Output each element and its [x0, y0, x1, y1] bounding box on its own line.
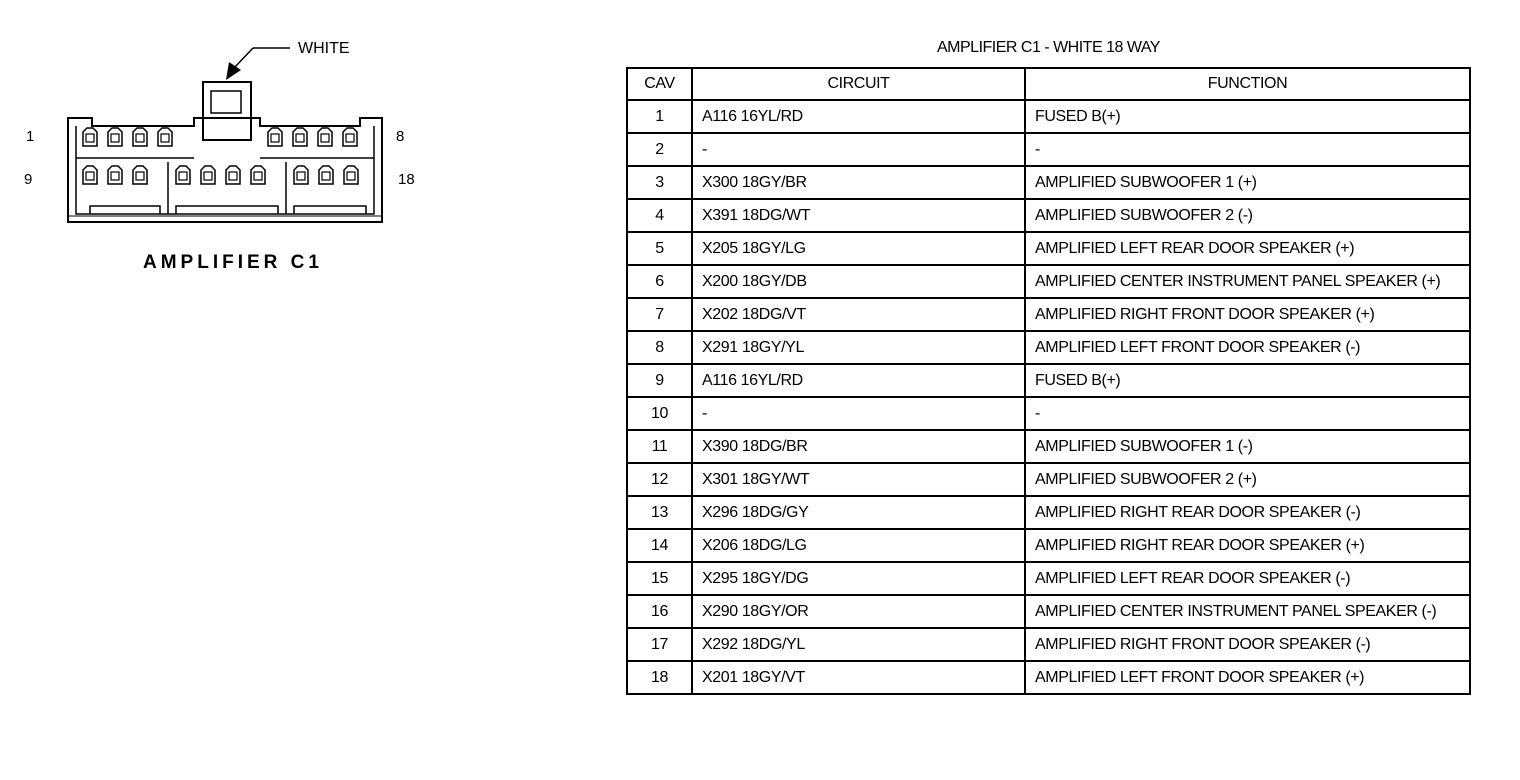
cavity: [133, 166, 147, 184]
pin-label-top-right: 8: [396, 128, 405, 145]
cavity: [251, 166, 265, 184]
cavity: [108, 166, 122, 184]
cavity: [294, 166, 308, 184]
cavity: [226, 166, 240, 184]
table-row: [627, 331, 1470, 364]
cavity: [343, 128, 357, 146]
table-row: [627, 100, 1470, 133]
function-cell: AMPLIFIED SUBWOOFER 2 (+): [1025, 463, 1470, 496]
cavity: [83, 166, 97, 184]
cavity-group: [83, 128, 358, 184]
cavity: [133, 128, 147, 146]
cav-cell: 16: [627, 595, 692, 628]
function-cell: AMPLIFIED LEFT REAR DOOR SPEAKER (+): [1025, 232, 1470, 265]
color-callout-label: WHITE: [298, 40, 350, 57]
function-cell: AMPLIFIED RIGHT REAR DOOR SPEAKER (+): [1025, 529, 1470, 562]
cavity: [83, 128, 97, 146]
table-title: AMPLIFIER C1 - WHITE 18 WAY: [937, 39, 1160, 56]
cavity: [268, 128, 282, 146]
cavity: [108, 128, 122, 146]
function-cell: -: [1025, 133, 1470, 166]
table-row: [627, 298, 1470, 331]
function-cell: AMPLIFIED LEFT REAR DOOR SPEAKER (-): [1025, 562, 1470, 595]
connector-diagram: [0, 0, 600, 300]
cav-cell: 15: [627, 562, 692, 595]
function-cell: AMPLIFIED RIGHT FRONT DOOR SPEAKER (+): [1025, 298, 1470, 331]
table-row: [627, 166, 1470, 199]
pin-label-top-left: 1: [26, 128, 35, 145]
cavity: [176, 166, 190, 184]
cav-cell: 14: [627, 529, 692, 562]
table-row: [627, 595, 1470, 628]
circuit-cell: X291 18GY/YL: [692, 331, 1025, 364]
table-row: [627, 463, 1470, 496]
cav-cell: 17: [627, 628, 692, 661]
circuit-cell: X201 18GY/VT: [692, 661, 1025, 694]
circuit-cell: X206 18DG/LG: [692, 529, 1025, 562]
cav-cell: 11: [627, 430, 692, 463]
pin-label-bottom-left: 9: [24, 171, 33, 188]
circuit-cell: X391 18DG/WT: [692, 199, 1025, 232]
table-row: [627, 265, 1470, 298]
function-cell: AMPLIFIED SUBWOOFER 2 (-): [1025, 199, 1470, 232]
circuit-cell: X200 18GY/DB: [692, 265, 1025, 298]
cavity: [201, 166, 215, 184]
table-row: [627, 496, 1470, 529]
circuit-cell: X296 18DG/GY: [692, 496, 1025, 529]
cav-cell: 9: [627, 364, 692, 397]
circuit-cell: X205 18GY/LG: [692, 232, 1025, 265]
circuit-cell: X292 18DG/YL: [692, 628, 1025, 661]
function-cell: AMPLIFIED RIGHT FRONT DOOR SPEAKER (-): [1025, 628, 1470, 661]
cavity: [318, 128, 332, 146]
table-header-row: [627, 68, 1470, 100]
cavity: [319, 166, 333, 184]
header-function: FUNCTION: [1025, 68, 1470, 100]
function-cell: AMPLIFIED RIGHT REAR DOOR SPEAKER (-): [1025, 496, 1470, 529]
table-row: [627, 430, 1470, 463]
cavity: [344, 166, 358, 184]
cav-cell: 10: [627, 397, 692, 430]
header-circuit: CIRCUIT: [692, 68, 1025, 100]
circuit-cell: X301 18GY/WT: [692, 463, 1025, 496]
table-row: [627, 529, 1470, 562]
header-cav: CAV: [627, 68, 692, 100]
circuit-cell: A116 16YL/RD: [692, 100, 1025, 133]
cav-cell: 13: [627, 496, 692, 529]
table-row: [627, 397, 1470, 430]
circuit-cell: X295 18GY/DG: [692, 562, 1025, 595]
table-row: [627, 232, 1470, 265]
circuit-cell: -: [692, 397, 1025, 430]
cav-cell: 12: [627, 463, 692, 496]
circuit-cell: X290 18GY/OR: [692, 595, 1025, 628]
cavity: [293, 128, 307, 146]
cav-cell: 7: [627, 298, 692, 331]
cavity: [158, 128, 172, 146]
function-cell: AMPLIFIED LEFT FRONT DOOR SPEAKER (-): [1025, 331, 1470, 364]
cav-cell: 5: [627, 232, 692, 265]
cav-cell: 8: [627, 331, 692, 364]
pinout-table: [626, 67, 1471, 695]
table-row: [627, 562, 1470, 595]
cav-cell: 3: [627, 166, 692, 199]
table-row: [627, 628, 1470, 661]
circuit-cell: X390 18DG/BR: [692, 430, 1025, 463]
function-cell: AMPLIFIED CENTER INSTRUMENT PANEL SPEAKER (-): [1025, 595, 1470, 628]
pin-label-bottom-right: 18: [398, 171, 415, 188]
table-row: [627, 364, 1470, 397]
function-cell: -: [1025, 397, 1470, 430]
table-row: [627, 661, 1470, 694]
circuit-cell: X202 18DG/VT: [692, 298, 1025, 331]
circuit-cell: -: [692, 133, 1025, 166]
function-cell: AMPLIFIED SUBWOOFER 1 (+): [1025, 166, 1470, 199]
circuit-cell: X300 18GY/BR: [692, 166, 1025, 199]
cav-cell: 2: [627, 133, 692, 166]
table-row: [627, 133, 1470, 166]
table-row: [627, 199, 1470, 232]
function-cell: FUSED B(+): [1025, 100, 1470, 133]
color-callout-arrow: [226, 48, 290, 80]
function-cell: AMPLIFIED CENTER INSTRUMENT PANEL SPEAKER (+): [1025, 265, 1470, 298]
cav-cell: 18: [627, 661, 692, 694]
circuit-cell: A116 16YL/RD: [692, 364, 1025, 397]
cav-cell: 1: [627, 100, 692, 133]
function-cell: AMPLIFIED SUBWOOFER 1 (-): [1025, 430, 1470, 463]
function-cell: FUSED B(+): [1025, 364, 1470, 397]
function-cell: AMPLIFIED LEFT FRONT DOOR SPEAKER (+): [1025, 661, 1470, 694]
cav-cell: 6: [627, 265, 692, 298]
connector-title: AMPLIFIER C1: [143, 252, 323, 273]
cav-cell: 4: [627, 199, 692, 232]
